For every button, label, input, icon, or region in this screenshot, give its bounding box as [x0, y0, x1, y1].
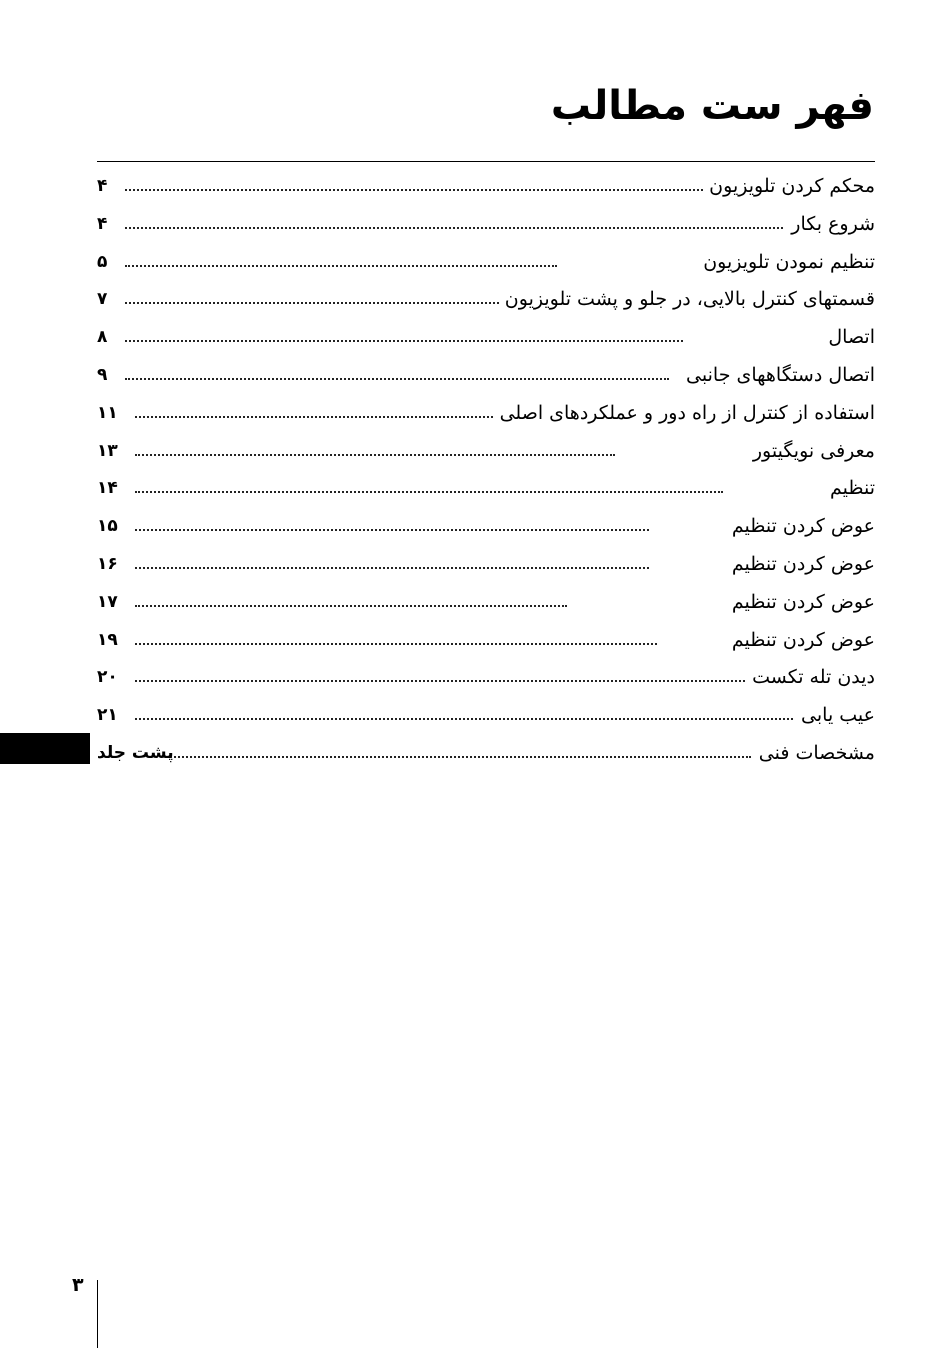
section-thumb-tab: [0, 733, 90, 764]
toc-entry-page: پشت جلد: [97, 742, 174, 763]
toc-entry-page: ۴: [97, 213, 108, 234]
page-title: فهر ست مطالب: [550, 83, 874, 129]
dot-leader: [135, 680, 749, 682]
dot-leader: [125, 302, 507, 304]
toc-entry-title: عوض کردن تنظیم: [726, 513, 875, 539]
toc-entry-page: ۱۳: [97, 440, 118, 461]
toc-entry-title: استفاده از کنترل از راه دور و عملکردهای اصلی: [494, 400, 875, 426]
toc-entry-title: عوض کردن تنظیم: [726, 627, 875, 653]
dot-leader: [135, 605, 567, 607]
dot-leader: [135, 416, 505, 418]
toc-entry-page: ۱۶: [97, 553, 118, 574]
table-of-contents: [97, 168, 875, 773]
toc-entry-title: شروع بکار: [785, 211, 875, 237]
toc-entry[interactable]: [97, 357, 875, 395]
toc-entry-title: تنظیم نمودن تلویزیون: [697, 249, 875, 275]
toc-entry-page: ۱۱: [97, 402, 118, 423]
toc-entry-title: عوض کردن تنظیم: [726, 551, 875, 577]
toc-entry[interactable]: [97, 433, 875, 471]
toc-entry[interactable]: [97, 508, 875, 546]
dot-leader: [125, 189, 707, 191]
dot-leader: [125, 340, 683, 342]
toc-entry-title: دیدن تله تکست: [746, 664, 875, 690]
toc-entry[interactable]: [97, 659, 875, 697]
toc-entry-title: مشخصات فنی: [753, 740, 875, 766]
toc-entry-title: اتصال: [822, 324, 875, 350]
dot-leader: [167, 756, 751, 758]
toc-entry-page: ۸: [97, 327, 108, 348]
toc-entry[interactable]: [97, 546, 875, 584]
folio-rule: [97, 1280, 98, 1348]
dot-leader: [135, 567, 649, 569]
toc-entry[interactable]: [97, 319, 875, 357]
dot-leader: [125, 227, 795, 229]
toc-entry-page: ۱۷: [97, 591, 118, 612]
toc-entry-page: ۵: [97, 251, 108, 272]
toc-entry-page: ۹: [97, 364, 108, 385]
dot-leader: [135, 643, 657, 645]
toc-entry-title: عوض کردن تنظیم: [726, 589, 875, 615]
toc-entry[interactable]: [97, 735, 875, 773]
toc-entry[interactable]: [97, 206, 875, 244]
toc-entry-title: اتصال دستگاههای جانبی: [680, 362, 875, 388]
toc-entry-page: ۱۹: [97, 629, 118, 650]
toc-entry-page: ۱۴: [97, 478, 118, 499]
dot-leader: [125, 265, 557, 267]
toc-entry[interactable]: [97, 281, 875, 319]
toc-entry[interactable]: [97, 584, 875, 622]
toc-entry[interactable]: [97, 622, 875, 660]
toc-entry-page: ۴: [97, 176, 108, 196]
toc-entry-title: عیب یابی: [795, 702, 875, 728]
toc-entry[interactable]: [97, 697, 875, 735]
toc-entry-title: قسمتهای کنترل بالایی، در جلو و پشت تلویزیون: [499, 286, 875, 312]
dot-leader: [135, 454, 615, 456]
toc-entry[interactable]: [97, 244, 875, 282]
dot-leader: [135, 491, 723, 493]
toc-entry-page: ۲۱: [97, 705, 118, 726]
title-divider: [97, 161, 875, 162]
toc-entry-page: ۱۵: [97, 516, 118, 537]
dot-leader: [135, 529, 649, 531]
toc-entry-page: ۲۰: [97, 667, 118, 688]
toc-entry[interactable]: [97, 395, 875, 433]
toc-entry[interactable]: [97, 168, 875, 206]
toc-entry-title: تنظیم: [824, 475, 875, 501]
toc-entry-page: ۷: [97, 289, 108, 310]
page-number: ۳: [72, 1274, 84, 1296]
toc-entry-title: محکم کردن تلویزیون: [703, 173, 875, 199]
toc-entry-title: معرفی نویگیتور: [747, 438, 875, 464]
toc-entry[interactable]: [97, 470, 875, 508]
dot-leader: [125, 378, 669, 380]
dot-leader: [135, 718, 821, 720]
